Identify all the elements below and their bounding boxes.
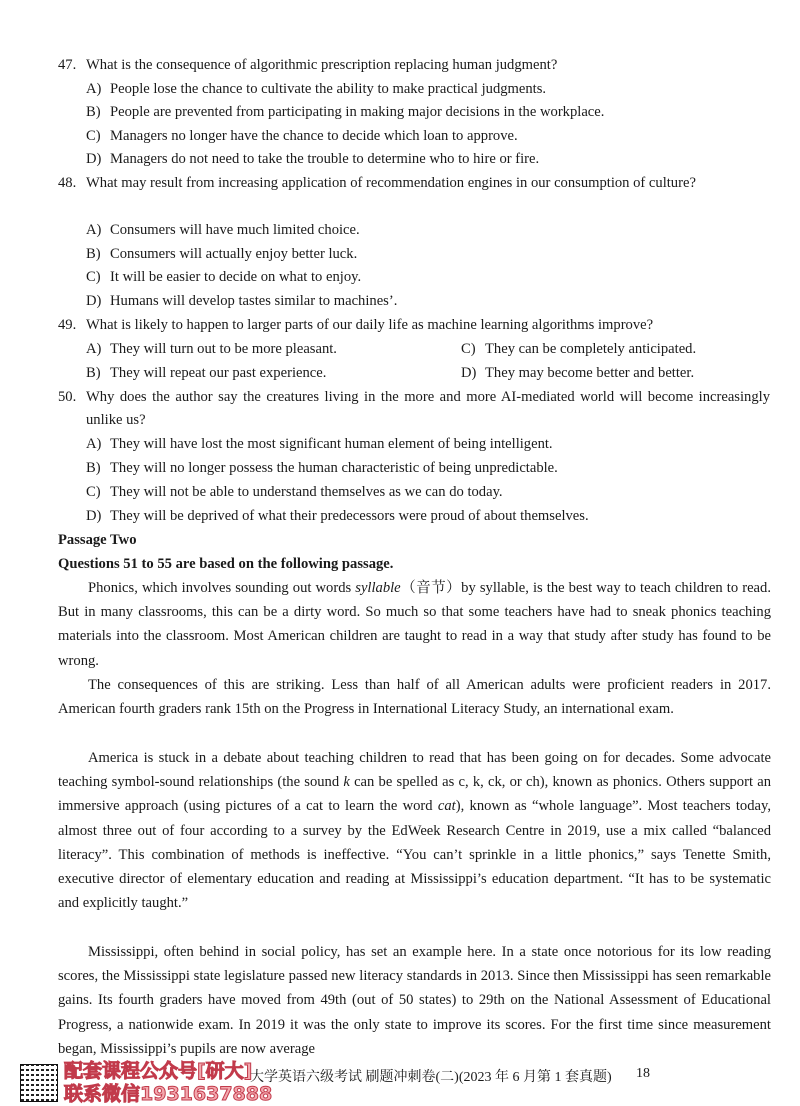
watermark-line-1: 配套课程公众号[研大] xyxy=(64,1060,253,1082)
passage-instructions: Questions 51 to 55 are based on the following passage. xyxy=(58,556,394,572)
paragraph-2: The consequences of this are striking. Less than half of all American adults were proficient readers in 2017. American fourth graders rank 15th on the Progress in International Literacy Study, an international exam. xyxy=(58,677,771,718)
question-number: 49. xyxy=(58,317,77,333)
option-47-c: C) Managers no longer have the chance to decide which loan to approve. xyxy=(86,128,518,144)
option-48-a: A) Consumers will have much limited choice. xyxy=(86,222,360,238)
question-text: What is likely to happen to larger parts of our daily life as machine learning algorithms improve? xyxy=(86,317,654,333)
option-50-b: B) They will no longer possess the human characteristic of being unpredictable. xyxy=(86,460,558,476)
italic-word: cat xyxy=(437,798,456,815)
question-number: 50. xyxy=(58,389,77,405)
question-text: What may result from increasing application of recommendation engines in our consumption of culture? xyxy=(86,175,696,191)
option-48-d: D) Humans will develop tastes similar to machines’. xyxy=(86,293,398,309)
question-number: 48. xyxy=(58,175,77,191)
question-48 xyxy=(58,172,770,195)
paragraph-1: Phonics, which involves sounding out words syllable（音节）by syllable, is the best way to teach children to read. But in many classrooms, this can be a dirty word. So much so that some teachers have had to sneak phonics teaching materials into the classroom. Most American children are taught to read in a way that study after study has found to be wrong. xyxy=(58,580,771,669)
option-47-a: A) People lose the chance to cultivate the ability to make practical judgments. xyxy=(86,81,547,97)
paragraph-3: America is stuck in a debate about teaching children to read that has been going on for decades. Some advocate teaching symbol-sound relationships (the sound k can be spelled as c, k, ck, or ch), known as phonics. Others support an immersive approach (using pictures of a cat to learn the word cat), known as “whole language”. Most teachers today, almost three out of four according to a survey by the EdWeek Research Centre in 2019, use a mix called “balanced literacy”. This combination of methods is ineffective. “You can’t sprinkle in a little phonics,” says Tenette Smith, executive director of elementary education and reading at Mississippi’s education department. “It has to be systematic and explicitly taught.” xyxy=(58,750,771,912)
watermark-line-2: 联系微信1931637888 xyxy=(64,1083,273,1105)
footer-title: 大学英语六级考试 刷题冲刺卷(二)(2023 年 6 月第 1 套真题) xyxy=(250,1070,612,1085)
italic-word: syllable xyxy=(355,580,401,596)
question-text: What is the consequence of algorithmic prescription replacing human judgment? xyxy=(86,57,558,73)
passage-title: Passage Two xyxy=(58,532,137,548)
option-50-c: C) They will not be able to understand themselves as we can do today. xyxy=(86,484,503,500)
question-number: 47. xyxy=(58,57,77,73)
option-49-c: C) They can be completely anticipated. xyxy=(461,341,697,357)
qr-code-icon xyxy=(20,1064,58,1102)
option-47-b: B) People are prevented from participating in making major decisions in the workplace. xyxy=(86,104,605,120)
option-50-a: A) They will have lost the most significant human element of being intelligent. xyxy=(86,436,553,452)
paragraph-4: Mississippi, often behind in social policy, has set an example here. In a state once notorious for its low reading scores, the Mississippi state legislature passed new literacy standards in 2013. Since then Mississippi has seen remarkable gains. Its fourth graders have moved from 49th (out of 50 states) to 29th on the National Assessment of Educational Progress, a nationwide exam. In 2019 it was the only state to improve its scores. For the first time since measurement began, Mississippi’s pupils are now average xyxy=(58,944,771,1057)
question-50 xyxy=(58,386,770,432)
option-49-b: B) They will repeat our past experience. xyxy=(86,365,327,381)
option-48-b: B) Consumers will actually enjoy better luck. xyxy=(86,246,358,262)
page-number: 18 xyxy=(636,1066,650,1081)
option-47-d: D) Managers do not need to take the trouble to determine who to hire or fire. xyxy=(86,151,540,167)
option-49-d: D) They may become better and better. xyxy=(461,365,695,381)
option-48-c: C) It will be easier to decide on what to enjoy. xyxy=(86,269,362,285)
question-47 xyxy=(58,54,770,77)
question-text: Why does the author say the creatures living in the more and more AI-mediated world will become increasingly unlike us? xyxy=(86,389,770,428)
option-49-a: A) They will turn out to be more pleasant. xyxy=(86,341,337,357)
option-50-d: D) They will be deprived of what their predecessors were proud of about themselves. xyxy=(86,508,589,524)
question-49 xyxy=(58,314,770,337)
italic-letter: k xyxy=(343,774,350,791)
